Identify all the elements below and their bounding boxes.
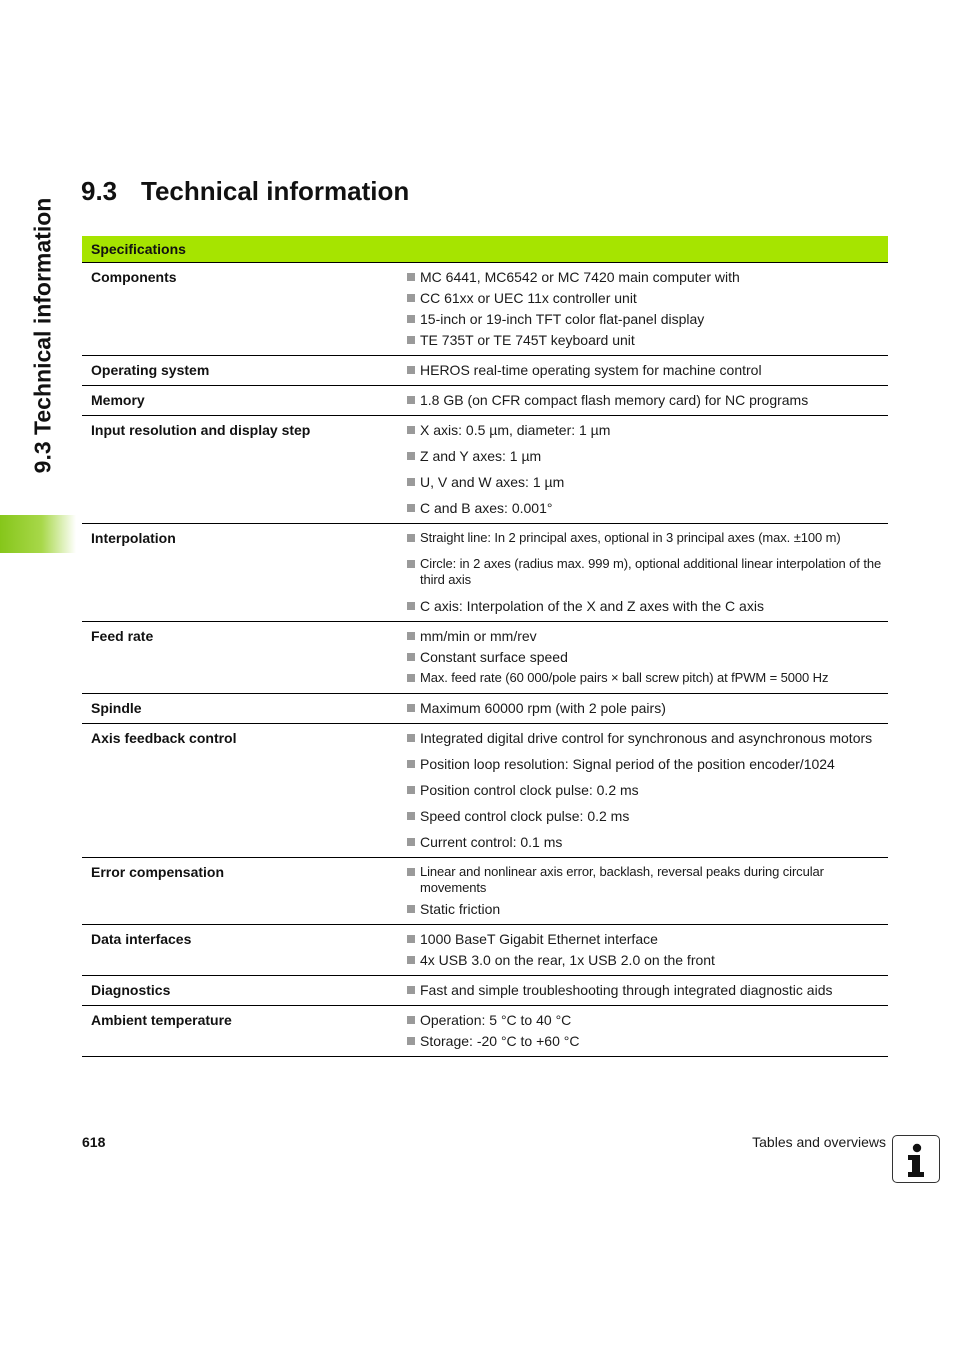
list-item: Z and Y axes: 1 µm: [407, 448, 888, 464]
table-row: [82, 622, 888, 694]
row-values: [407, 982, 888, 998]
row-label: Axis feedback control: [91, 730, 237, 746]
list-item: Integrated digital drive control for synchronous and asynchronous motors: [407, 730, 888, 746]
list-item: CC 61xx or UEC 11x controller unit: [407, 290, 888, 306]
table-row: [82, 976, 888, 1006]
row-label: Operating system: [91, 362, 210, 378]
footer-section: Tables and overviews: [752, 1134, 886, 1150]
list-item: Circle: in 2 axes (radius max. 999 m), optional additional linear interpolation of the third axis: [407, 556, 888, 588]
list-item: MC 6441, MC6542 or MC 7420 main computer with: [407, 269, 888, 285]
table-body: [82, 263, 888, 1057]
row-values: [407, 392, 888, 408]
list-item: Maximum 60000 rpm (with 2 pole pairs): [407, 700, 888, 716]
list-item: 15-inch or 19-inch TFT color flat-panel display: [407, 311, 888, 327]
row-values: [407, 864, 888, 917]
list-item: HEROS real-time operating system for machine control: [407, 362, 888, 378]
row-values: [407, 269, 888, 348]
table-row: [82, 1006, 888, 1057]
row-values: [407, 700, 888, 716]
list-item: Operation: 5 °C to 40 °C: [407, 1012, 888, 1028]
list-item: Storage: -20 °C to +60 °C: [407, 1033, 888, 1049]
heading-number: 9.3: [81, 176, 118, 206]
list-item: Constant surface speed: [407, 649, 888, 665]
table-row: [82, 386, 888, 416]
side-section-title: [26, 183, 60, 487]
row-label: Interpolation: [91, 530, 176, 546]
table-row: [82, 524, 888, 622]
section-tab-marker: [0, 515, 76, 553]
table-row: [82, 263, 888, 356]
list-item: Linear and nonlinear axis error, backlash, reversal peaks during circular movements: [407, 864, 888, 896]
row-label: Components: [91, 269, 177, 285]
table-header-label: Specifications: [91, 241, 186, 257]
info-icon: [892, 1135, 940, 1183]
table-header: [82, 236, 888, 263]
list-item: mm/min or mm/rev: [407, 628, 888, 644]
list-item: X axis: 0.5 µm, diameter: 1 µm: [407, 422, 888, 438]
heading-title: Technical information: [141, 176, 410, 206]
list-item: 1000 BaseT Gigabit Ethernet interface: [407, 931, 888, 947]
list-item: C and B axes: 0.001°: [407, 500, 888, 516]
table-row: [82, 356, 888, 386]
list-item: TE 735T or TE 745T keyboard unit: [407, 332, 888, 348]
list-item: 1.8 GB (on CFR compact flash memory card) for NC programs: [407, 392, 888, 408]
row-label: Diagnostics: [91, 982, 171, 998]
list-item: Position control clock pulse: 0.2 ms: [407, 782, 888, 798]
table-row: [82, 724, 888, 858]
page-heading: [81, 176, 409, 207]
row-label: Data interfaces: [91, 931, 192, 947]
row-values: [407, 422, 888, 516]
row-label: Memory: [91, 392, 145, 408]
list-item: U, V and W axes: 1 µm: [407, 474, 888, 490]
row-label: Feed rate: [91, 628, 154, 644]
specifications-table: [82, 236, 888, 1057]
list-item: C axis: Interpolation of the X and Z axes with the C axis: [407, 598, 888, 614]
row-values: [407, 530, 888, 614]
list-item: Speed control clock pulse: 0.2 ms: [407, 808, 888, 824]
row-label: Input resolution and display step: [91, 422, 311, 438]
list-item: Straight line: In 2 principal axes, optional in 3 principal axes (max. ±100 m): [407, 530, 888, 546]
row-values: [407, 628, 888, 686]
side-section-title-text: 9.3 Technical information: [29, 197, 56, 473]
list-item: Max. feed rate (60 000/pole pairs × ball screw pitch) at fPWM = 5000 Hz: [407, 670, 888, 686]
row-label: Ambient temperature: [91, 1012, 232, 1028]
table-row: [82, 694, 888, 724]
table-row: [82, 925, 888, 976]
list-item: Fast and simple troubleshooting through integrated diagnostic aids: [407, 982, 888, 998]
list-item: Position loop resolution: Signal period of the position encoder/1024: [407, 756, 888, 772]
row-values: [407, 362, 888, 378]
row-label: Error compensation: [91, 864, 225, 880]
page-number: 618: [82, 1134, 106, 1150]
list-item: Current control: 0.1 ms: [407, 834, 888, 850]
row-label: Spindle: [91, 700, 142, 716]
row-values: [407, 931, 888, 968]
row-values: [407, 730, 888, 850]
list-item: 4x USB 3.0 on the rear, 1x USB 2.0 on the front: [407, 952, 888, 968]
table-row: [82, 416, 888, 524]
table-row: [82, 858, 888, 925]
row-values: [407, 1012, 888, 1049]
list-item: Static friction: [407, 901, 888, 917]
